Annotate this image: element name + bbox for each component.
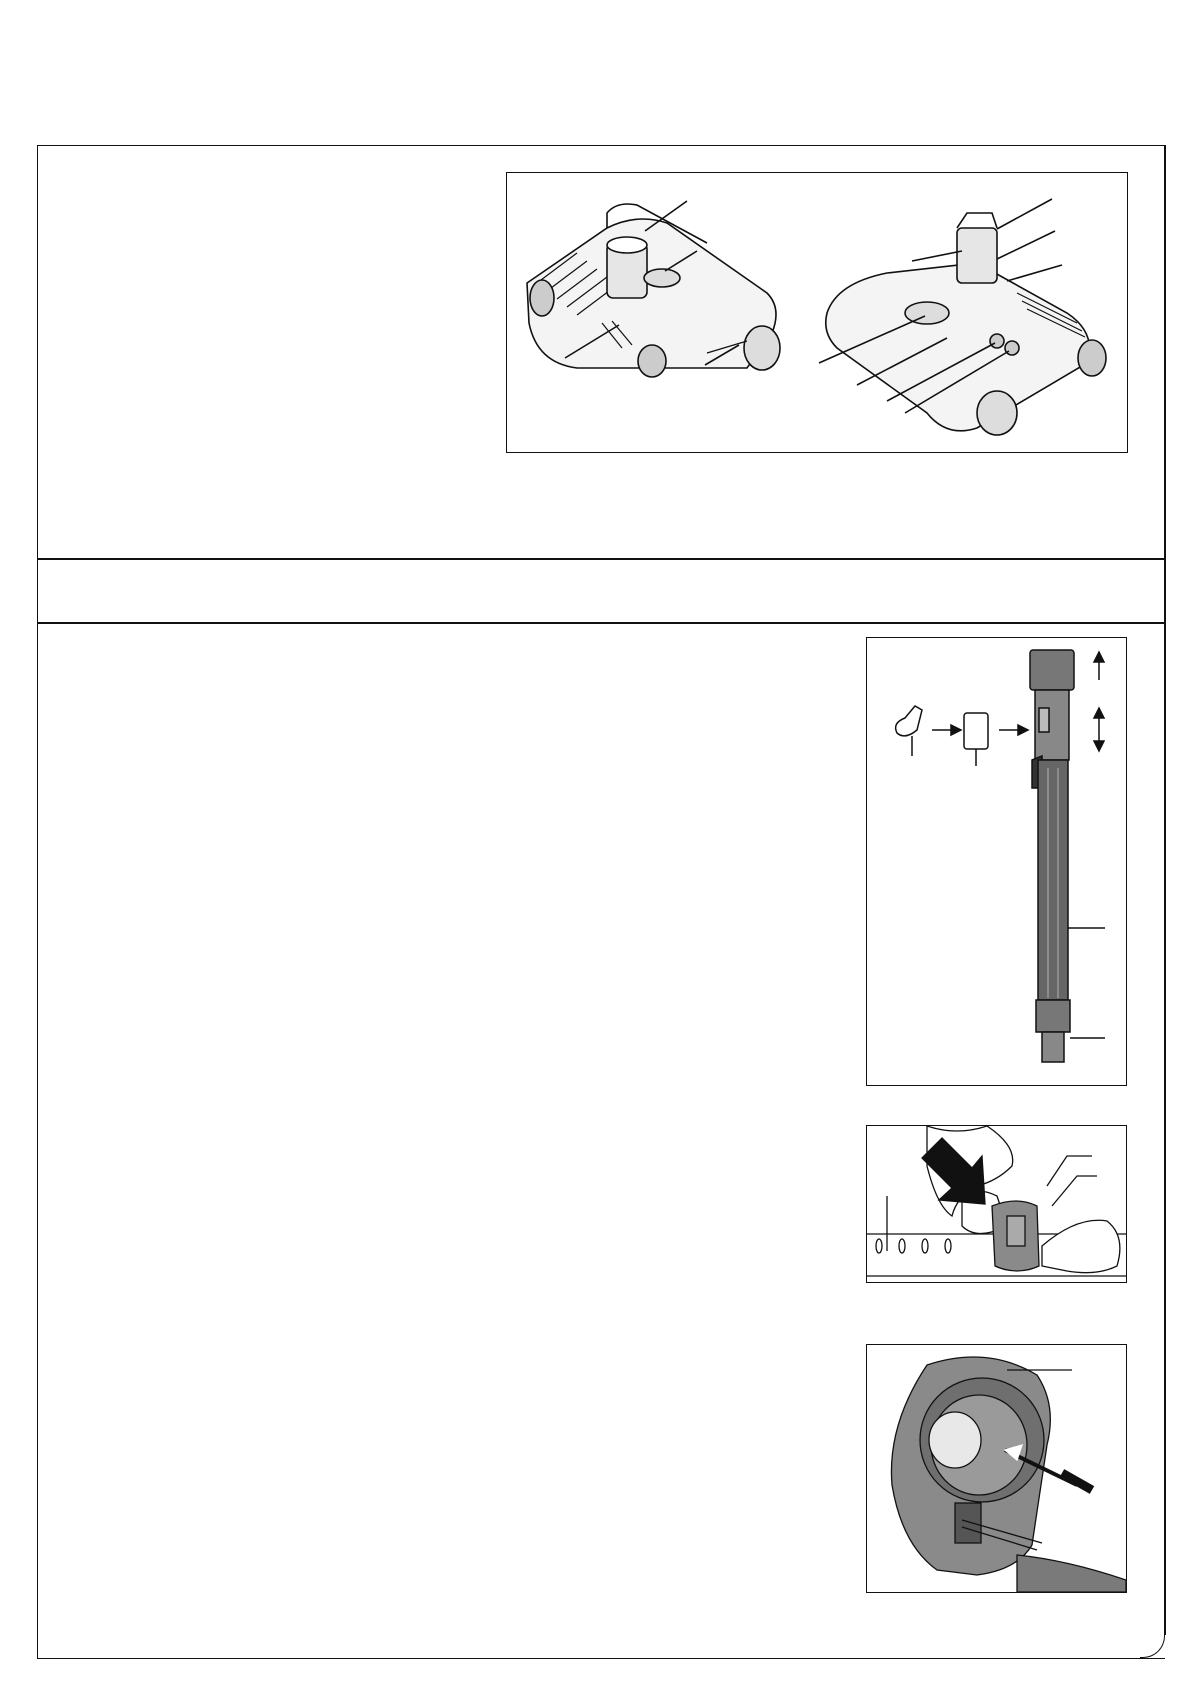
clip-attachment-photo — [867, 1126, 1126, 1282]
right-arrow-icon — [951, 725, 961, 735]
section-divider-1 — [37, 558, 1165, 560]
electric-brush-head-drawing — [507, 173, 1127, 452]
telescopic-tube-drawing — [867, 638, 1126, 1085]
section-divider-2 — [37, 622, 1165, 624]
outer-border-right — [1164, 145, 1166, 1635]
hose-connector-photo — [867, 1345, 1126, 1592]
right-arrow-icon — [1018, 725, 1028, 735]
brush-head-figure — [506, 172, 1128, 453]
hose-connector-figure — [866, 1344, 1127, 1593]
telescopic-tube-figure — [866, 637, 1127, 1086]
clip-attachment-figure — [866, 1125, 1127, 1283]
